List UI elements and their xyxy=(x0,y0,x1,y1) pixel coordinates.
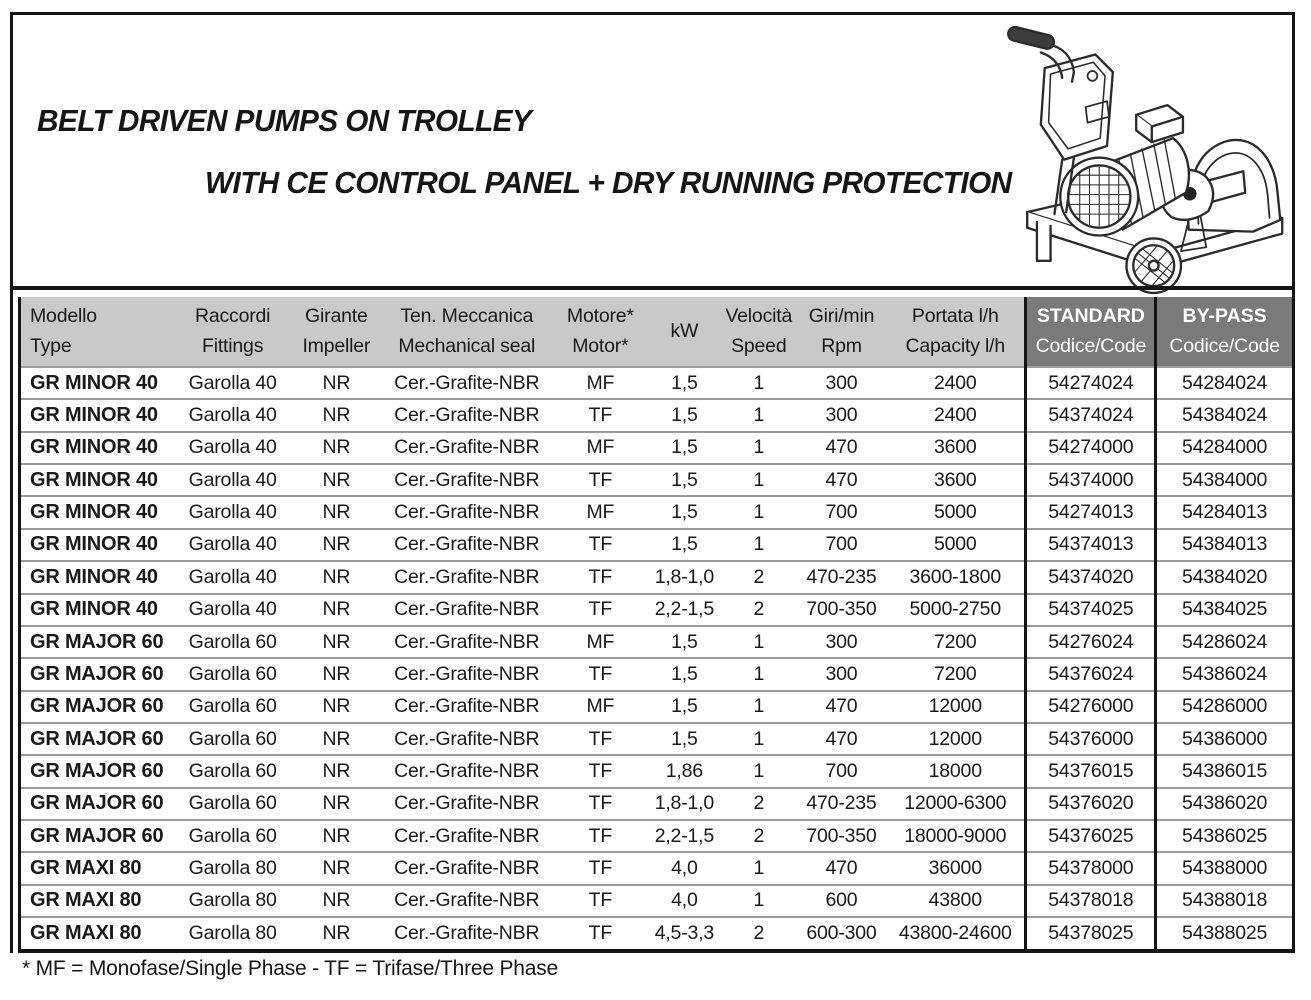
cell-fittings: Garolla 40 xyxy=(173,432,291,464)
cell-speed: 1 xyxy=(721,755,797,787)
column-label-primary: BY-PASS xyxy=(1182,305,1267,328)
column-label-primary: Motore* xyxy=(566,305,634,328)
cell-motor: MF xyxy=(553,626,648,658)
table-row xyxy=(20,820,1293,852)
table-body xyxy=(20,367,1293,951)
cell-motor: TF xyxy=(553,464,648,496)
table-row xyxy=(20,691,1293,723)
cell-model: GR MAJOR 60 xyxy=(20,723,174,755)
table-row xyxy=(20,561,1293,593)
cell-standard: 54274013 xyxy=(1026,496,1156,528)
cell-bypass: 54286000 xyxy=(1156,691,1292,723)
cell-fittings: Garolla 60 xyxy=(173,755,291,787)
cell-capacity: 2400 xyxy=(886,367,1026,399)
cell-model: GR MAXI 80 xyxy=(20,852,174,884)
cell-bypass: 54384025 xyxy=(1156,594,1292,626)
cell-rpm: 700-350 xyxy=(797,820,886,852)
cell-impeller: NR xyxy=(292,755,381,787)
cell-rpm: 600-300 xyxy=(797,917,886,951)
cell-kw: 1,5 xyxy=(648,399,721,431)
cell-motor: TF xyxy=(553,852,648,884)
cell-kw: 1,86 xyxy=(648,755,721,787)
column-header-impeller xyxy=(292,297,381,367)
cell-kw: 4,5-3,3 xyxy=(648,917,721,951)
cell-model: GR MINOR 40 xyxy=(20,594,174,626)
cell-capacity: 5000 xyxy=(886,496,1026,528)
cell-bypass: 54386015 xyxy=(1156,755,1292,787)
column-label-primary: kW xyxy=(670,319,699,342)
cell-motor: TF xyxy=(553,658,648,690)
cell-fittings: Garolla 40 xyxy=(173,529,291,561)
table-row xyxy=(20,464,1293,496)
cell-speed: 1 xyxy=(721,496,797,528)
cell-seal: Cer.-Grafite-NBR xyxy=(381,788,553,820)
column-header-motor xyxy=(553,297,648,367)
cell-standard: 54376020 xyxy=(1026,788,1156,820)
column-header-bypass xyxy=(1156,297,1292,367)
cell-model: GR MAJOR 60 xyxy=(20,755,174,787)
cell-rpm: 300 xyxy=(797,658,886,690)
cell-capacity: 18000 xyxy=(886,755,1026,787)
cell-capacity: 3600 xyxy=(886,464,1026,496)
cell-rpm: 300 xyxy=(797,367,886,399)
cell-seal: Cer.-Grafite-NBR xyxy=(381,432,553,464)
cell-seal: Cer.-Grafite-NBR xyxy=(381,626,553,658)
cell-kw: 1,5 xyxy=(648,432,721,464)
table-row xyxy=(20,723,1293,755)
cell-motor: TF xyxy=(553,885,648,917)
column-label-secondary: Codice/Code xyxy=(1035,334,1147,357)
cell-speed: 1 xyxy=(721,464,797,496)
cell-speed: 1 xyxy=(721,658,797,690)
cell-motor: TF xyxy=(553,594,648,626)
cell-standard: 54378025 xyxy=(1026,917,1156,951)
cell-bypass: 54284000 xyxy=(1156,432,1292,464)
cell-rpm: 700 xyxy=(797,755,886,787)
column-header-speed xyxy=(721,297,797,367)
pump-trolley-drawing-icon xyxy=(998,17,1290,309)
cell-fittings: Garolla 40 xyxy=(173,399,291,431)
cell-speed: 1 xyxy=(721,852,797,884)
cell-fittings: Garolla 40 xyxy=(173,464,291,496)
cell-speed: 1 xyxy=(721,529,797,561)
cell-motor: TF xyxy=(553,820,648,852)
cell-impeller: NR xyxy=(292,658,381,690)
cell-standard: 54274000 xyxy=(1026,432,1156,464)
cell-rpm: 700-350 xyxy=(797,594,886,626)
cell-kw: 2,2-1,5 xyxy=(648,594,721,626)
cell-capacity: 36000 xyxy=(886,852,1026,884)
cell-standard: 54276000 xyxy=(1026,691,1156,723)
cell-speed: 1 xyxy=(721,399,797,431)
cell-model: GR MAJOR 60 xyxy=(20,788,174,820)
cell-seal: Cer.-Grafite-NBR xyxy=(381,658,553,690)
cell-motor: TF xyxy=(553,788,648,820)
cell-capacity: 3600 xyxy=(886,432,1026,464)
table-row xyxy=(20,496,1293,528)
cell-speed: 1 xyxy=(721,691,797,723)
cell-bypass: 54388018 xyxy=(1156,885,1292,917)
cell-bypass: 54386025 xyxy=(1156,820,1292,852)
cell-rpm: 470 xyxy=(797,464,886,496)
cell-impeller: NR xyxy=(292,432,381,464)
product-table xyxy=(18,297,1292,953)
cell-fittings: Garolla 40 xyxy=(173,367,291,399)
cell-seal: Cer.-Grafite-NBR xyxy=(381,820,553,852)
cell-fittings: Garolla 60 xyxy=(173,626,291,658)
cell-standard: 54374000 xyxy=(1026,464,1156,496)
cell-capacity: 43800 xyxy=(886,885,1026,917)
cell-bypass: 54384024 xyxy=(1156,399,1292,431)
column-header-rpm xyxy=(797,297,886,367)
cell-impeller: NR xyxy=(292,691,381,723)
cell-seal: Cer.-Grafite-NBR xyxy=(381,496,553,528)
cell-speed: 2 xyxy=(721,594,797,626)
column-label-secondary: Fittings xyxy=(202,334,264,357)
cell-model: GR MINOR 40 xyxy=(20,464,174,496)
cell-seal: Cer.-Grafite-NBR xyxy=(381,594,553,626)
cell-kw: 2,2-1,5 xyxy=(648,820,721,852)
cell-standard: 54376000 xyxy=(1026,723,1156,755)
cell-impeller: NR xyxy=(292,820,381,852)
table-row xyxy=(20,658,1293,690)
cell-model: GR MINOR 40 xyxy=(20,432,174,464)
column-header-seal xyxy=(381,297,553,367)
cell-rpm: 700 xyxy=(797,496,886,528)
cell-impeller: NR xyxy=(292,917,381,951)
cell-motor: TF xyxy=(553,917,648,951)
cell-capacity: 12000 xyxy=(886,723,1026,755)
column-label-primary: Girante xyxy=(305,305,368,328)
cell-seal: Cer.-Grafite-NBR xyxy=(381,852,553,884)
cell-bypass: 54384013 xyxy=(1156,529,1292,561)
cell-standard: 54378000 xyxy=(1026,852,1156,884)
cell-kw: 1,5 xyxy=(648,529,721,561)
cell-impeller: NR xyxy=(292,723,381,755)
cell-capacity: 43800-24600 xyxy=(886,917,1026,951)
cell-kw: 1,5 xyxy=(648,626,721,658)
cell-model: GR MAXI 80 xyxy=(20,885,174,917)
cell-standard: 54276024 xyxy=(1026,626,1156,658)
cell-speed: 2 xyxy=(721,917,797,951)
cell-standard: 54376024 xyxy=(1026,658,1156,690)
column-label-primary: Raccordi xyxy=(194,305,271,328)
cell-fittings: Garolla 60 xyxy=(173,788,291,820)
cell-speed: 1 xyxy=(721,367,797,399)
cell-fittings: Garolla 60 xyxy=(173,658,291,690)
pump-trolley-illustration xyxy=(998,17,1290,309)
cell-fittings: Garolla 80 xyxy=(173,917,291,951)
cell-motor: MF xyxy=(553,496,648,528)
cell-speed: 1 xyxy=(721,626,797,658)
cell-standard: 54376015 xyxy=(1026,755,1156,787)
product-table-wrap xyxy=(18,297,1292,953)
column-label-secondary: Impeller xyxy=(302,334,371,357)
column-label-secondary: Capacity l/h xyxy=(905,334,1005,357)
footnote: * MF = Monofase/Single Phase - TF = Trifase/Three Phase xyxy=(22,957,559,980)
cell-capacity: 2400 xyxy=(886,399,1026,431)
cell-impeller: NR xyxy=(292,852,381,884)
column-label-secondary: Speed xyxy=(731,334,787,357)
cell-impeller: NR xyxy=(292,529,381,561)
cell-standard: 54376025 xyxy=(1026,820,1156,852)
table-row xyxy=(20,917,1293,951)
cell-standard: 54374020 xyxy=(1026,561,1156,593)
column-label-secondary: Motor* xyxy=(572,334,629,357)
table-header xyxy=(20,297,1293,367)
cell-bypass: 54388000 xyxy=(1156,852,1292,884)
cell-capacity: 5000 xyxy=(886,529,1026,561)
cell-fittings: Garolla 80 xyxy=(173,852,291,884)
column-label-primary: Modello xyxy=(30,305,97,328)
cell-kw: 1,5 xyxy=(648,496,721,528)
cell-impeller: NR xyxy=(292,367,381,399)
cell-fittings: Garolla 40 xyxy=(173,594,291,626)
column-label-primary: Portata l/h xyxy=(911,305,999,328)
column-label-secondary: Mechanical seal xyxy=(398,334,536,357)
cell-seal: Cer.-Grafite-NBR xyxy=(381,723,553,755)
cell-motor: TF xyxy=(553,529,648,561)
cell-model: GR MINOR 40 xyxy=(20,367,174,399)
cell-model: GR MAXI 80 xyxy=(20,917,174,951)
column-label-secondary: Rpm xyxy=(821,334,862,357)
cell-rpm: 300 xyxy=(797,626,886,658)
cell-speed: 1 xyxy=(721,723,797,755)
cell-rpm: 470 xyxy=(797,432,886,464)
cell-kw: 1,8-1,0 xyxy=(648,561,721,593)
cell-capacity: 3600-1800 xyxy=(886,561,1026,593)
cell-speed: 1 xyxy=(721,432,797,464)
cell-motor: TF xyxy=(553,561,648,593)
column-header-fittings xyxy=(173,297,291,367)
cell-impeller: NR xyxy=(292,788,381,820)
cell-seal: Cer.-Grafite-NBR xyxy=(381,464,553,496)
cell-impeller: NR xyxy=(292,885,381,917)
page-frame xyxy=(10,12,1295,953)
cell-rpm: 600 xyxy=(797,885,886,917)
cell-rpm: 700 xyxy=(797,529,886,561)
cell-fittings: Garolla 60 xyxy=(173,691,291,723)
column-label-primary: Ten. Meccanica xyxy=(400,305,534,328)
cell-motor: TF xyxy=(553,723,648,755)
cell-rpm: 470-235 xyxy=(797,788,886,820)
cell-seal: Cer.-Grafite-NBR xyxy=(381,755,553,787)
cell-kw: 1,8-1,0 xyxy=(648,788,721,820)
cell-rpm: 470 xyxy=(797,691,886,723)
cell-kw: 1,5 xyxy=(648,658,721,690)
cell-impeller: NR xyxy=(292,399,381,431)
cell-bypass: 54384020 xyxy=(1156,561,1292,593)
cell-kw: 4,0 xyxy=(648,885,721,917)
cell-model: GR MAJOR 60 xyxy=(20,691,174,723)
cell-rpm: 300 xyxy=(797,399,886,431)
cell-bypass: 54384000 xyxy=(1156,464,1292,496)
cell-bypass: 54286024 xyxy=(1156,626,1292,658)
cell-kw: 1,5 xyxy=(648,723,721,755)
cell-standard: 54374025 xyxy=(1026,594,1156,626)
table-row xyxy=(20,367,1293,399)
cell-model: GR MAJOR 60 xyxy=(20,626,174,658)
table-row xyxy=(20,399,1293,431)
column-header-standard xyxy=(1026,297,1156,367)
column-label-secondary: Type xyxy=(30,334,72,357)
cell-model: GR MINOR 40 xyxy=(20,399,174,431)
cell-model: GR MINOR 40 xyxy=(20,561,174,593)
cell-model: GR MINOR 40 xyxy=(20,496,174,528)
cell-kw: 1,5 xyxy=(648,464,721,496)
cell-standard: 54378018 xyxy=(1026,885,1156,917)
cell-impeller: NR xyxy=(292,561,381,593)
column-header-kw xyxy=(648,297,721,367)
cell-motor: MF xyxy=(553,367,648,399)
cell-capacity: 12000 xyxy=(886,691,1026,723)
cell-rpm: 470 xyxy=(797,852,886,884)
page-subtitle: WITH CE CONTROL PANEL + DRY RUNNING PROTECTION xyxy=(205,165,1012,200)
cell-rpm: 470-235 xyxy=(797,561,886,593)
cell-motor: TF xyxy=(553,755,648,787)
cell-seal: Cer.-Grafite-NBR xyxy=(381,399,553,431)
cell-kw: 4,0 xyxy=(648,852,721,884)
cell-model: GR MAJOR 60 xyxy=(20,820,174,852)
cell-capacity: 7200 xyxy=(886,626,1026,658)
cell-capacity: 5000-2750 xyxy=(886,594,1026,626)
cell-fittings: Garolla 60 xyxy=(173,723,291,755)
cell-impeller: NR xyxy=(292,594,381,626)
cell-fittings: Garolla 40 xyxy=(173,496,291,528)
cell-standard: 54274024 xyxy=(1026,367,1156,399)
column-header-capacity xyxy=(886,297,1026,367)
cell-speed: 2 xyxy=(721,788,797,820)
cell-fittings: Garolla 40 xyxy=(173,561,291,593)
cell-motor: MF xyxy=(553,432,648,464)
cell-bypass: 54386000 xyxy=(1156,723,1292,755)
cell-seal: Cer.-Grafite-NBR xyxy=(381,691,553,723)
table-row xyxy=(20,529,1293,561)
cell-standard: 54374024 xyxy=(1026,399,1156,431)
cell-fittings: Garolla 60 xyxy=(173,820,291,852)
cell-speed: 2 xyxy=(721,561,797,593)
cell-bypass: 54284013 xyxy=(1156,496,1292,528)
cell-fittings: Garolla 80 xyxy=(173,885,291,917)
cell-seal: Cer.-Grafite-NBR xyxy=(381,529,553,561)
cell-kw: 1,5 xyxy=(648,691,721,723)
cell-seal: Cer.-Grafite-NBR xyxy=(381,917,553,951)
header-row xyxy=(20,297,1293,367)
cell-impeller: NR xyxy=(292,496,381,528)
cell-bypass: 54284024 xyxy=(1156,367,1292,399)
cell-capacity: 18000-9000 xyxy=(886,820,1026,852)
column-header-model xyxy=(20,297,174,367)
table-row xyxy=(20,885,1293,917)
cell-model: GR MINOR 40 xyxy=(20,529,174,561)
table-row xyxy=(20,755,1293,787)
cell-seal: Cer.-Grafite-NBR xyxy=(381,561,553,593)
cell-rpm: 470 xyxy=(797,723,886,755)
cell-capacity: 12000-6300 xyxy=(886,788,1026,820)
cell-bypass: 54386024 xyxy=(1156,658,1292,690)
column-label-primary: Velocità xyxy=(725,305,793,328)
table-row xyxy=(20,626,1293,658)
cell-motor: TF xyxy=(553,399,648,431)
header-divider xyxy=(13,286,1292,290)
cell-model: GR MAJOR 60 xyxy=(20,658,174,690)
cell-bypass: 54388025 xyxy=(1156,917,1292,951)
table-row xyxy=(20,594,1293,626)
cell-impeller: NR xyxy=(292,464,381,496)
cell-capacity: 7200 xyxy=(886,658,1026,690)
table-row xyxy=(20,432,1293,464)
cell-bypass: 54386020 xyxy=(1156,788,1292,820)
cell-impeller: NR xyxy=(292,626,381,658)
column-label-primary: Giri/min xyxy=(808,305,875,328)
column-label-primary: STANDARD xyxy=(1036,305,1145,328)
page-title: BELT DRIVEN PUMPS ON TROLLEY xyxy=(37,103,532,138)
column-label-secondary: Codice/Code xyxy=(1169,334,1280,357)
cell-standard: 54374013 xyxy=(1026,529,1156,561)
table-row xyxy=(20,852,1293,884)
cell-speed: 2 xyxy=(721,820,797,852)
table-row xyxy=(20,788,1293,820)
cell-seal: Cer.-Grafite-NBR xyxy=(381,885,553,917)
cell-kw: 1,5 xyxy=(648,367,721,399)
cell-seal: Cer.-Grafite-NBR xyxy=(381,367,553,399)
cell-motor: MF xyxy=(553,691,648,723)
cell-speed: 1 xyxy=(721,885,797,917)
